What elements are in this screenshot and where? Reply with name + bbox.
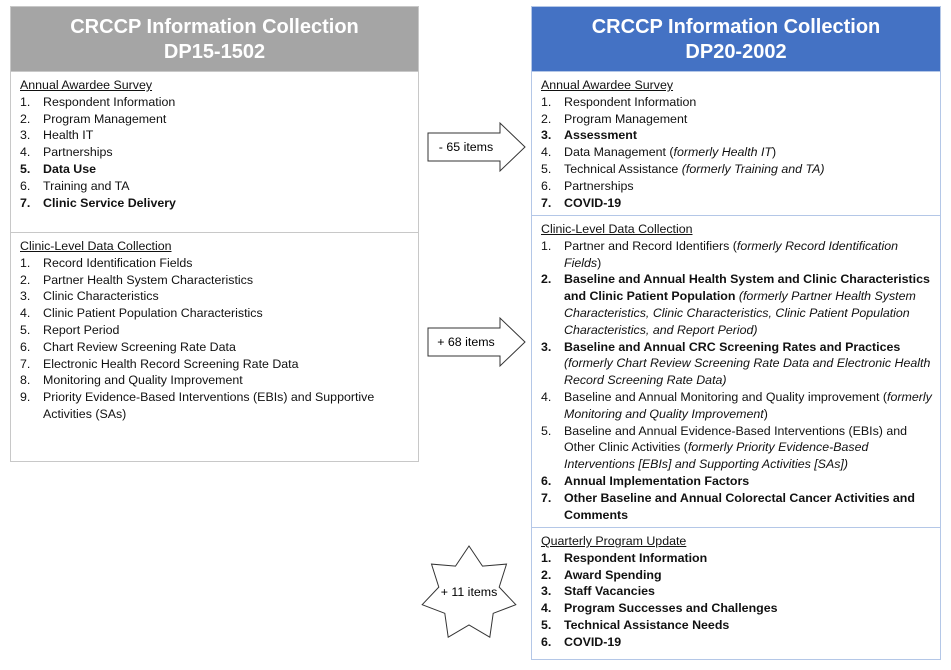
item-number: 4. bbox=[541, 145, 552, 160]
list-item bbox=[541, 161, 932, 178]
list-item bbox=[20, 127, 410, 144]
list-item bbox=[541, 195, 932, 212]
item-text: Program Successes and Challenges bbox=[564, 601, 778, 616]
list-item bbox=[20, 288, 410, 305]
item-text: Clinic Service Delivery bbox=[43, 195, 176, 210]
item-number: 2. bbox=[20, 272, 31, 287]
list-item bbox=[541, 550, 932, 567]
clinic-level-data-section bbox=[532, 215, 940, 527]
section-heading: Quarterly Program Update bbox=[541, 534, 687, 548]
item-list bbox=[541, 238, 932, 524]
dp15-1502-panel bbox=[10, 6, 419, 462]
item-text: Baseline and Annual Monitoring and Quality improvement ( bbox=[564, 389, 888, 404]
item-number: 5. bbox=[541, 161, 552, 176]
item-number: 7. bbox=[20, 356, 31, 371]
panel-title: CRCCP Information Collection bbox=[591, 16, 881, 38]
item-list bbox=[541, 94, 932, 212]
item-number: 7. bbox=[541, 490, 552, 505]
quarterly-change-label: + 11 items bbox=[440, 585, 498, 599]
list-item bbox=[20, 356, 410, 373]
list-item bbox=[20, 372, 410, 389]
item-text: formerly Priority Evidence-Based Interventions [EBIs] and Supporting Activities [SAs]) bbox=[564, 440, 869, 472]
item-text: Data Use bbox=[43, 161, 97, 176]
item-text: ) bbox=[771, 145, 777, 160]
item-text: Record Identification Fields bbox=[43, 255, 193, 270]
panel-header bbox=[532, 7, 940, 71]
item-text: (formerly Chart Review Screening Rate Data and Electronic Health Record Screening Rate Data) bbox=[564, 356, 931, 388]
list-item bbox=[541, 144, 932, 161]
item-text: (formerly Partner Health System Characteristics, Clinic Characteristics, Clinic Patient Population Characteristics, and Report Period) bbox=[564, 289, 916, 337]
list-item bbox=[541, 600, 932, 617]
panel-header bbox=[11, 7, 418, 71]
item-number: 8. bbox=[20, 373, 31, 388]
list-item bbox=[20, 195, 410, 212]
item-list bbox=[20, 94, 410, 212]
list-item bbox=[541, 617, 932, 634]
item-text: Report Period bbox=[43, 322, 120, 337]
list-item bbox=[541, 490, 932, 524]
item-number: 3. bbox=[541, 128, 552, 143]
item-number: 4. bbox=[20, 145, 31, 160]
item-number: 6. bbox=[20, 178, 31, 193]
item-number: 6. bbox=[20, 339, 31, 354]
item-text: Program Management bbox=[43, 111, 167, 126]
item-text: Assessment bbox=[564, 128, 638, 143]
item-text: COVID-19 bbox=[564, 195, 622, 210]
clinic-level-data-section bbox=[11, 232, 418, 461]
item-number: 3. bbox=[541, 339, 552, 354]
item-number: 2. bbox=[20, 111, 31, 126]
quarterly-change-star bbox=[420, 540, 520, 645]
item-text: formerly Monitoring and Quality Improvement bbox=[564, 389, 932, 421]
item-number: 4. bbox=[20, 306, 31, 321]
list-item bbox=[20, 178, 410, 195]
dp20-2002-panel bbox=[531, 6, 941, 660]
item-number: 1. bbox=[20, 94, 31, 109]
list-item bbox=[20, 94, 410, 111]
item-text: formerly Record Identification Fields bbox=[564, 238, 899, 270]
list-item bbox=[20, 111, 410, 128]
clinic-change-label: + 68 items bbox=[437, 335, 495, 349]
item-text: Electronic Health Record Screening Rate Data bbox=[43, 356, 299, 371]
item-text: Health IT bbox=[43, 128, 94, 143]
quarterly-program-update-section bbox=[532, 527, 940, 659]
item-text: Baseline and Annual Health System and Clinic Characteristics and Clinic Patient Population bbox=[564, 272, 930, 304]
list-item bbox=[541, 271, 932, 338]
item-number: 4. bbox=[541, 389, 552, 404]
item-list bbox=[20, 255, 410, 423]
item-text: Baseline and Annual CRC Screening Rates and Practices bbox=[564, 339, 901, 354]
item-text: Respondent Information bbox=[564, 550, 708, 565]
item-text: Partner Health System Characteristics bbox=[43, 272, 254, 287]
item-text: Clinic Characteristics bbox=[43, 289, 159, 304]
list-item bbox=[541, 94, 932, 111]
item-text: Respondent Information bbox=[43, 94, 176, 109]
item-text: Technical Assistance Needs bbox=[564, 617, 730, 632]
list-item bbox=[541, 634, 932, 651]
list-item bbox=[20, 389, 410, 423]
item-number: 6. bbox=[541, 473, 552, 488]
list-item bbox=[541, 583, 932, 600]
item-number: 3. bbox=[20, 289, 31, 304]
list-item bbox=[541, 178, 932, 195]
list-item bbox=[20, 144, 410, 161]
survey-change-label: - 65 items bbox=[438, 140, 494, 154]
list-item bbox=[541, 389, 932, 423]
item-text: Training and TA bbox=[43, 178, 130, 193]
item-text: ) bbox=[763, 406, 768, 421]
list-item bbox=[20, 305, 410, 322]
section-heading: Annual Awardee Survey bbox=[20, 78, 153, 92]
panel-title: CRCCP Information Collection bbox=[70, 16, 359, 38]
section-heading: Clinic-Level Data Collection bbox=[541, 222, 693, 236]
section-heading: Clinic-Level Data Collection bbox=[20, 239, 172, 253]
item-text: (formerly Training and TA) bbox=[681, 161, 825, 176]
item-text: Respondent Information bbox=[564, 94, 697, 109]
item-number: 1. bbox=[541, 550, 552, 565]
list-item bbox=[541, 127, 932, 144]
item-number: 2. bbox=[541, 111, 552, 126]
list-item bbox=[541, 238, 932, 272]
item-text: COVID-19 bbox=[564, 634, 622, 649]
item-list bbox=[541, 550, 932, 651]
item-number: 5. bbox=[20, 161, 31, 176]
item-text: Program Management bbox=[564, 111, 688, 126]
list-item bbox=[541, 473, 932, 490]
section-heading: Annual Awardee Survey bbox=[541, 78, 674, 92]
item-number: 5. bbox=[541, 423, 552, 438]
item-text: Partnerships bbox=[43, 145, 113, 160]
item-number: 2. bbox=[541, 567, 552, 582]
survey-change-arrow bbox=[426, 121, 528, 173]
item-text: Award Spending bbox=[564, 567, 662, 582]
panel-subtitle: DP15-1502 bbox=[163, 41, 266, 63]
item-text: Data Management ( bbox=[564, 145, 674, 160]
item-number: 1. bbox=[541, 94, 552, 109]
list-item bbox=[20, 339, 410, 356]
list-item bbox=[20, 322, 410, 339]
item-number: 5. bbox=[541, 617, 552, 632]
item-text: Baseline and Annual Evidence-Based Interventions (EBIs) and Other Clinic Activities ( bbox=[564, 423, 908, 455]
item-number: 1. bbox=[20, 255, 31, 270]
item-text: Chart Review Screening Rate Data bbox=[43, 339, 236, 354]
item-number: 1. bbox=[541, 238, 552, 253]
item-number: 6. bbox=[541, 178, 552, 193]
list-item bbox=[541, 111, 932, 128]
item-text: Partnerships bbox=[564, 178, 634, 193]
item-text: Staff Vacancies bbox=[564, 584, 655, 599]
item-text: Clinic Patient Population Characteristics bbox=[43, 306, 263, 321]
list-item bbox=[20, 255, 410, 272]
item-text: Partner and Record Identifiers ( bbox=[564, 238, 737, 253]
item-number: 6. bbox=[541, 634, 552, 649]
item-text: Monitoring and Quality Improvement bbox=[43, 373, 243, 388]
panel-subtitle: DP20-2002 bbox=[685, 41, 787, 63]
item-text: Annual Implementation Factors bbox=[564, 473, 750, 488]
item-text: formerly Health IT bbox=[673, 145, 772, 160]
list-item bbox=[541, 423, 932, 473]
item-number: 7. bbox=[541, 195, 552, 210]
item-text: Other Baseline and Annual Colorectal Cancer Activities and Comments bbox=[564, 490, 915, 522]
item-text: Technical Assistance bbox=[564, 161, 682, 176]
list-item bbox=[541, 339, 932, 389]
annual-awardee-survey-section bbox=[11, 71, 418, 232]
item-text: ) bbox=[597, 255, 602, 270]
item-number: 5. bbox=[20, 322, 31, 337]
list-item bbox=[20, 272, 410, 289]
item-text: Priority Evidence-Based Interventions (EBIs) and Supportive Activities (SAs) bbox=[43, 390, 375, 421]
list-item bbox=[541, 567, 932, 584]
item-number: 4. bbox=[541, 601, 552, 616]
annual-awardee-survey-section bbox=[532, 71, 940, 215]
list-item bbox=[20, 161, 410, 178]
item-number: 9. bbox=[20, 390, 31, 405]
clinic-change-arrow bbox=[426, 316, 528, 368]
item-number: 3. bbox=[20, 128, 31, 143]
item-number: 2. bbox=[541, 272, 552, 287]
item-number: 3. bbox=[541, 584, 552, 599]
item-number: 7. bbox=[20, 195, 31, 210]
